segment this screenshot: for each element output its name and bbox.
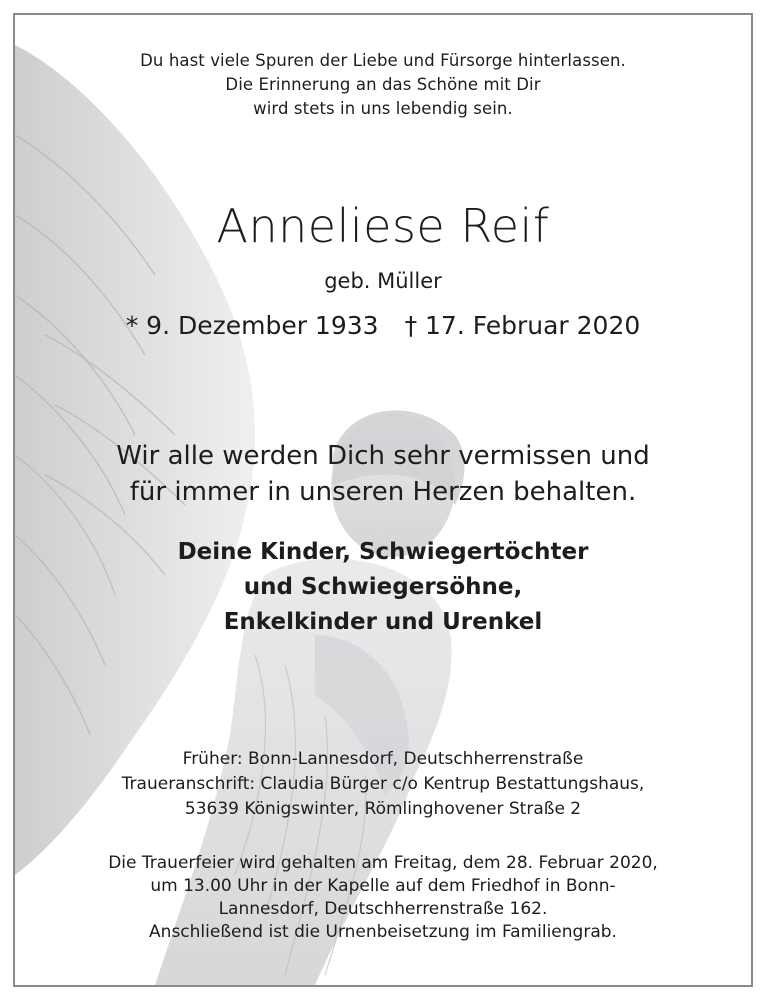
address-line-3: 53639 Königswinter, Römlinghovener Straße 2 [184, 799, 582, 819]
service-line-2: um 13.00 Uhr in der Kapelle auf dem Friedhof in Bonn- [150, 876, 616, 896]
deceased-name: Anneliese Reif [216, 199, 550, 253]
mourners-line-1: Deine Kinder, Schwiegertöchter [177, 539, 589, 565]
motto-line-3: wird stets in uns lebendig sein. [253, 99, 513, 118]
address-line-1: Früher: Bonn-Lannesdorf, Deutschherrenstraße [182, 749, 584, 769]
birth-name: geb. Müller [324, 269, 442, 293]
motto-line-1: Du hast viele Spuren der Liebe und Fürsorge hinterlassen. [140, 51, 626, 70]
mourners-line-3: Enkelkinder und Urenkel [223, 609, 543, 635]
life-dates [15, 311, 751, 340]
birth-date: * 9. Dezember 1933 [125, 311, 379, 340]
address-line-2: Traueranschrift: Claudia Bürger c/o Kentrup Bestattungshaus, [121, 774, 645, 794]
death-date: † 17. Februar 2020 [404, 311, 641, 340]
farewell-line-1: Wir alle werden Dich sehr vermissen und [116, 441, 650, 471]
service-line-3: Lannesdorf, Deutschherrenstraße 162. [218, 899, 548, 919]
notice-text [15, 15, 751, 985]
service-line-1: Die Trauerfeier wird gehalten am Freitag, dem 28. Februar 2020, [108, 853, 658, 873]
obituary-notice [13, 13, 753, 987]
mourners-line-2: und Schwiegersöhne, [243, 574, 523, 600]
service-line-4: Anschließend ist die Urnenbeisetzung im Familiengrab. [149, 922, 617, 942]
motto-line-2: Die Erinnerung an das Schöne mit Dir [225, 75, 541, 94]
farewell-line-2: für immer in unseren Herzen behalten. [129, 477, 637, 507]
